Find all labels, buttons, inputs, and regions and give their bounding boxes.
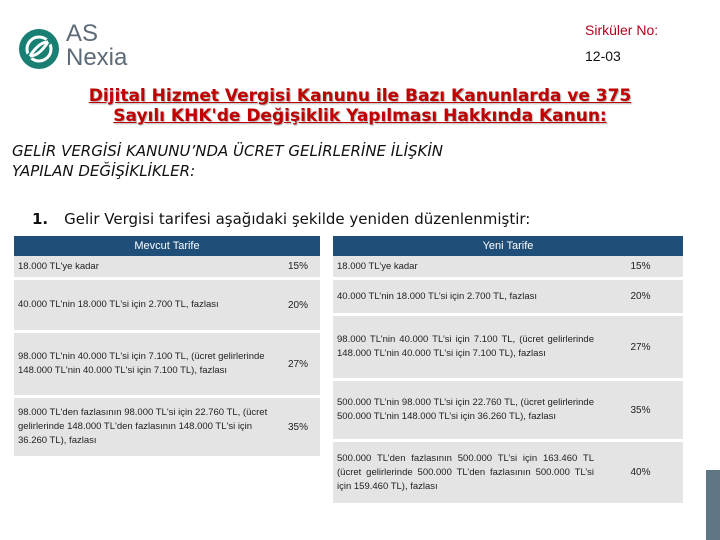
tariff-bracket-text: 500.000 TL’nin 98.000 TL’si için 22.760 TL, (ücret gelirlerinde 500.000 TL’nin 148.000 TL’si için 36.260 TL), fazlası bbox=[337, 397, 594, 422]
current-tariff-header: Mevcut Tarife bbox=[14, 236, 320, 256]
table-row bbox=[14, 398, 320, 459]
circular-info bbox=[585, 18, 658, 68]
list-item-text: Gelir Vergisi tarifesi aşağıdaki şekilde yeniden düzenlenmiştir: bbox=[64, 210, 531, 228]
new-tariff-header: Yeni Tarife bbox=[333, 236, 683, 256]
tariff-bracket-text: 18.000 TL’ye kadar bbox=[337, 260, 418, 272]
current-tariff-table bbox=[14, 256, 320, 459]
tariff-rate: 27% bbox=[287, 358, 308, 370]
subtitle-line-2: YAPILAN DEĞİŞİKLİKLER: bbox=[12, 162, 196, 180]
tariff-bracket-text: 18.000 TL'ye kadar bbox=[18, 260, 99, 272]
table-row bbox=[14, 333, 320, 398]
decorative-side-bar bbox=[706, 470, 720, 540]
tariff-rate: 27% bbox=[630, 341, 651, 353]
table-row bbox=[333, 442, 683, 506]
tariff-rate: 20% bbox=[287, 299, 308, 311]
table-row bbox=[14, 256, 320, 280]
table-row bbox=[14, 280, 320, 333]
tariff-bracket-text: 40.000 TL'nin 18.000 TL'si için 2.700 TL, fazlası bbox=[18, 299, 219, 310]
list-item-1 bbox=[32, 210, 530, 228]
tariff-rate: 35% bbox=[287, 421, 308, 433]
table-row bbox=[333, 381, 683, 442]
tariff-bracket-text: 98.000 TL'nin 40.000 TL'si için 7.100 TL, (ücret gelirlerinde 148.000 TL'nin 40.000 TL'si için 7.100 TL), fazlası bbox=[18, 351, 265, 376]
new-tariff-table bbox=[333, 256, 683, 506]
circular-label: Sirküler No: bbox=[585, 22, 659, 38]
tariff-rate: 15% bbox=[630, 261, 651, 272]
tariff-bracket-text: 500.000 TL’den fazlasının 500.000 TL’si için 163.460 TL (ücret gelirlerinde 500.000 TL’den fazlasının 500.000 TL’si için 159.460 TL), fazlası bbox=[337, 452, 594, 492]
page-title bbox=[20, 86, 700, 126]
logo-text-as: AS bbox=[66, 20, 99, 47]
as-nexia-logo bbox=[18, 22, 138, 72]
tariff-rate: 15% bbox=[287, 261, 308, 272]
section-subtitle bbox=[12, 141, 652, 181]
tariff-rate: 35% bbox=[630, 404, 651, 416]
circular-number: 12-03 bbox=[585, 48, 621, 64]
tariff-bracket-text: 98.000 TL’nin 40.000 TL’si için 7.100 TL, (ücret gelirlerinde 148.000 TL’nin 40.000 TL'si için 7.100 TL), fazlası bbox=[337, 334, 594, 359]
page-title-line-2: Sayılı KHK'de Değişiklik Yapılması Hakkında Kanun: bbox=[113, 106, 607, 126]
list-item-number: 1. bbox=[32, 210, 49, 228]
tariff-bracket-text: 40.000 TL’nin 18.000 TL’si için 2.700 TL, fazlası bbox=[337, 290, 537, 302]
table-row bbox=[333, 256, 683, 280]
logo-text-nexia: Nexia bbox=[66, 44, 128, 71]
tariff-bracket-text: 98.000 TL'den fazlasının 98.000 TL'si için 22.760 TL, (ücret gelirlerinde 148.000 TL'den fazlasının 148.000 TL'si için 36.260 TL), fazlası bbox=[18, 407, 268, 446]
table-row bbox=[333, 316, 683, 381]
nexia-logo-icon bbox=[18, 28, 60, 70]
table-row bbox=[333, 280, 683, 316]
page-title-line-1: Dijital Hizmet Vergisi Kanunu ile Bazı Kanunlarda ve 375 bbox=[88, 86, 632, 106]
subtitle-line-1: GELİR VERGİSİ KANUNU’NDA ÜCRET GELİRLERİNE İLİŞKİN bbox=[12, 142, 444, 160]
tariff-rate: 40% bbox=[630, 467, 651, 478]
tariff-rate: 20% bbox=[630, 291, 651, 302]
